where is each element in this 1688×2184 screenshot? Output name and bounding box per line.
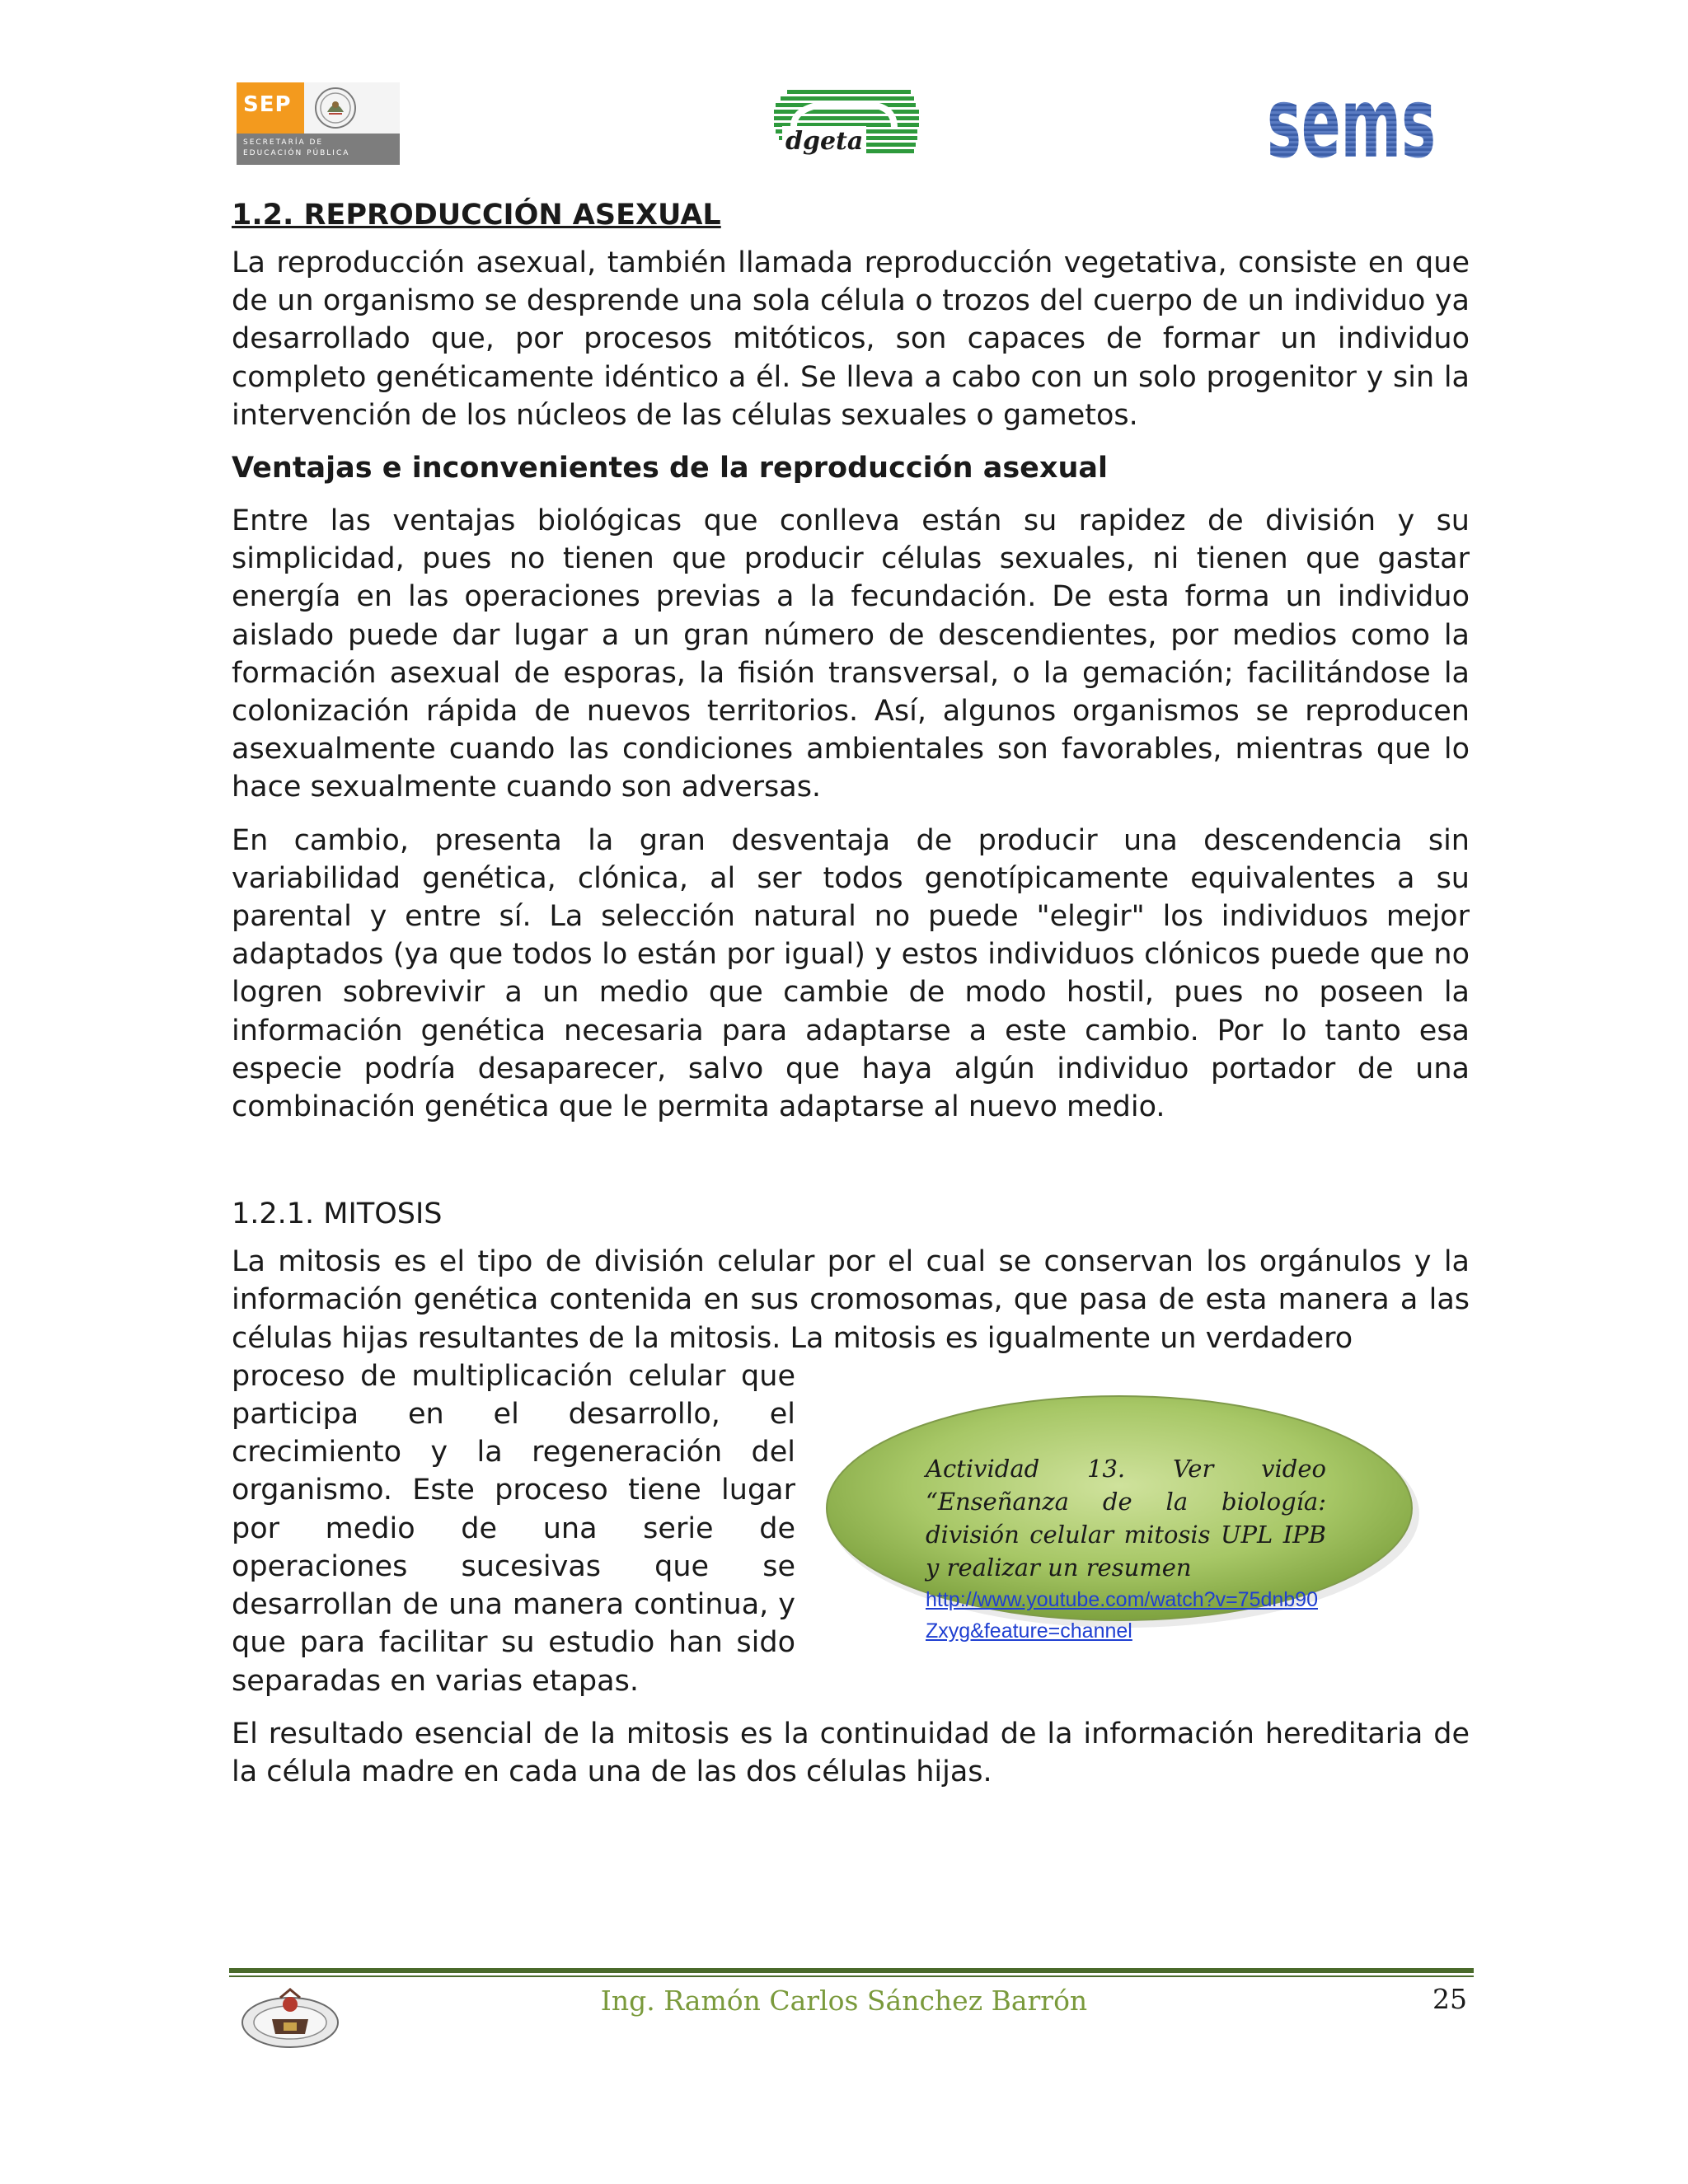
sems-logo xyxy=(1265,66,1438,180)
sems-logo-word: sems xyxy=(1267,66,1436,180)
sep-subtitle-line2: EDUCACIÓN PÚBLICA xyxy=(243,149,350,157)
dgeta-logo-word: dgeta xyxy=(785,127,864,156)
activity-callout xyxy=(821,1386,1423,1643)
disadvantages-paragraph: En cambio, presenta la gran desventaja de producir una descendencia sin variabilidad genética, clónica, al ser todos genotípicamente equivalentes a su parental y entre sí. La selección natural no puede "elegir" los individuos mejor adaptados (ya que todos lo están por igual) y estos individuos clónicos puede que no logren sobrevivir a un medio que cambie de modo hostil, pues no poseen la información genética necesaria para adaptarse a este cambio. Por lo tanto esa especie podría desaparecer, salvo que haya algún individuo portador de una combinación genética que le permita adaptarse al nuevo medio. xyxy=(232,823,1470,1124)
mitosis-paragraph-narrow: proceso de multiplicación celular que participa en el desarrollo, el crecimiento y la regeneración del organismo. Este proceso tiene lugar por medio de una serie de operaciones sucesivas que se desarrollan de una manera continua, y que para facilitar su estudio han sido separadas en varias etapas. xyxy=(232,1359,795,1698)
mexico-seal-icon xyxy=(304,82,400,134)
subheading: Ventajas e inconvenientes de la reproducción asexual xyxy=(232,452,1109,485)
mitosis-result-paragraph: El resultado esencial de la mitosis es la continuidad de la información hereditaria de la célula madre en cada una de las dos células hijas. xyxy=(232,1717,1470,1788)
footer-rule-thin xyxy=(229,1975,1474,1977)
sep-logo xyxy=(237,82,400,165)
mitosis-paragraph-full: La mitosis es el tipo de división celular por el cual se conservan los orgánulos y la información genética contenida en sus cromosomas, que pasa de esta manera a las células hijas resultantes de la mitosis. La mitosis es igualmente un verdadero xyxy=(232,1245,1470,1355)
footer-rule xyxy=(229,1968,1474,1973)
section-title: 1.2. REPRODUCCIÓN ASEXUAL xyxy=(232,199,721,232)
activity-video-link[interactable]: http://www.youtube.com/watch?v=75dnb90Zxyg&feature=channel xyxy=(926,1588,1318,1643)
advantages-paragraph: Entre las ventajas biológicas que conlleva están su rapidez de división y su simplicidad, pues no tienen que producir células sexuales, ni tienen que gastar energía en las operaciones previas a la fecundación. De esta forma un individuo aislado puede dar lugar a un gran número de descendientes, por medios como la formación asexual de esporas, la fisión transversal, o la gemación; facilitándose la colonización rápida de nuevos territorios. Así, algunos organismos se reproducen asexualmente cuando las condiciones ambientales son favorables, mientras que lo hace sexualmente cuando son adversas. xyxy=(232,504,1470,804)
intro-paragraph: La reproducción asexual, también llamada reproducción vegetativa, consiste en que de un organismo se desprende una sola célula o trozos del cuerpo de un individuo ya desarrollado que, por procesos mitóticos, son capaces de formar un individuo completo genéticamente idéntico a él. Se lleva a cabo con un solo progenitor y sin la intervención de los núcleos de las células sexuales o gametos. xyxy=(232,246,1470,432)
page-number: 25 xyxy=(1432,1983,1467,2015)
footer-author: Ing. Ramón Carlos Sánchez Barrón xyxy=(600,1985,1088,2017)
dgeta-logo xyxy=(771,87,923,161)
mitosis-title: 1.2.1. MITOSIS xyxy=(232,1197,443,1231)
sep-logo-word: SEP xyxy=(243,92,292,117)
sep-subtitle-line1: SECRETARÍA DE xyxy=(243,138,324,147)
activity-text: Actividad 13. Ver video “Enseñanza de la biología: división celular mitosis UPL IPB y realizar un resumen xyxy=(926,1455,1326,1582)
